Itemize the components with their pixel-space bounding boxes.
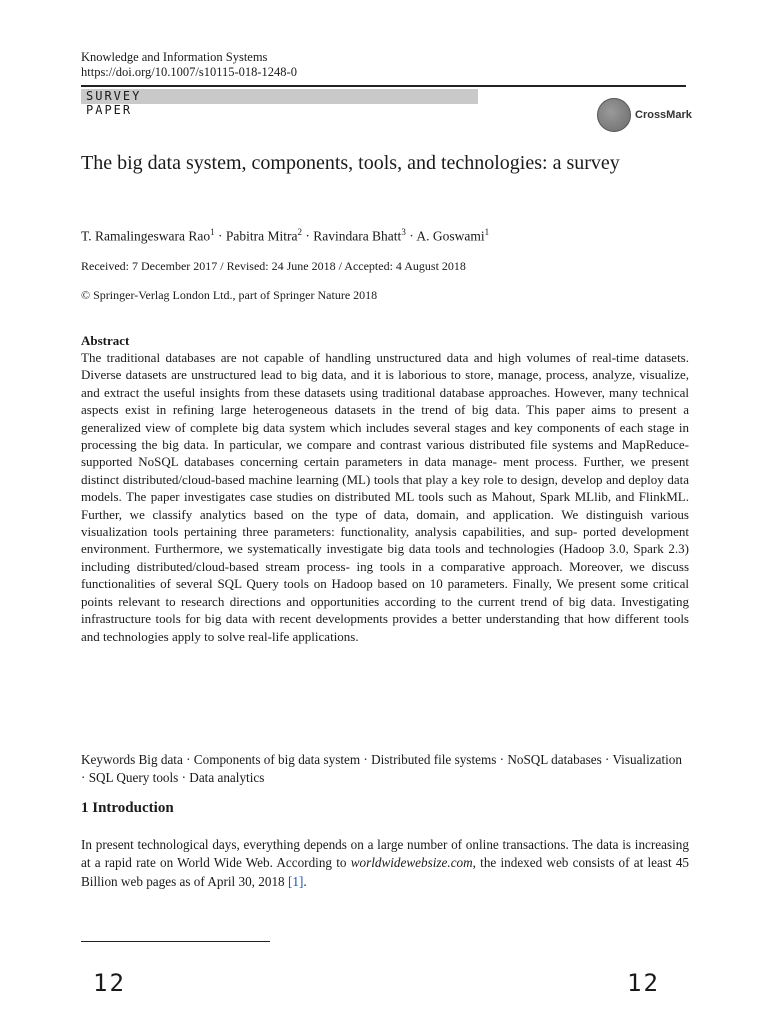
header-rule — [81, 85, 686, 87]
author-affiliation: 1 — [484, 227, 490, 237]
history-dates: Received: 7 December 2017 / Revised: 24 June 2018 / Accepted: 4 August 2018 — [81, 259, 466, 273]
author-name: A. Goswami — [416, 228, 485, 244]
author-name: Pabitra Mitra — [225, 228, 298, 244]
page-number-right: 12 — [627, 969, 660, 997]
intro-text: , the indexed web consists of at least 45 Billion web pages as of April 30, 2018 — [81, 855, 690, 889]
author-separator: · — [405, 228, 417, 244]
author-separator: · — [301, 228, 314, 244]
page-number-left: 12 — [93, 969, 126, 997]
crossmark-badge[interactable] — [597, 98, 692, 132]
website-reference: worldwidewebsize.com — [350, 855, 473, 871]
author-separator: · — [214, 228, 226, 244]
article-type-line2: PAPER — [86, 103, 133, 117]
author-affiliation: 2 — [297, 227, 302, 237]
citation-link[interactable]: [1] — [287, 873, 304, 889]
intro-text: . — [303, 873, 307, 889]
abstract-text: The traditional databases are not capable of handling unstructured data and high volumes of real-time datasets. Diverse datasets are unstructured lead to big data, and it is laborious to store, manage, process, analyze, visualize, and extract the useful insights from these datasets using traditional database approaches. However, many technical aspects exist in refining large heterogeneous datasets in the trend of big data. This paper aims to present a generalized view of complete big data system which includes several stages and key components of each stage in processing the big data. In particular, we compare and contrast various distributed file systems and MapReduce-supported NoSQL databases concerning certain parameters in data manage- ment process. Further, we present distinct distributed/cloud-based machine learning (ML) tools that play a key role to design, develop and deploy data models. The paper investigates case studies on distributed ML tools such as Mahout, Spark MLlib, and FlinkML. Further, we classify analytics based on the type of data, domain, and application. We distinguish various visualization tools pertaining three parameters: functionality, analysis capabilities, and sup- ported development environment. Furthermore, we systematically investigate big data tools and technologies (Hadoop 3.0, Spark 2.3) including distributed/cloud-based stream process- ing tools in a comparative approach. Moreover, we discuss functionalities of several SQL Query tools on Hadoop based on 10 parameters. Finally, We present some critical points relevant to research directions and opportunities according to the current trend of big data. Investigating infrastructure tools for big data with recent developments provides a better understanding that how different tools and technologies apply to solve real-life applications. — [81, 350, 689, 644]
journal-name: Knowledge and Information Systems — [81, 50, 268, 64]
abstract-heading: Abstract — [81, 333, 130, 348]
paper-title: The big data system, components, tools, and technologies: a survey — [81, 152, 620, 174]
crossmark-label: CrossMark — [635, 109, 692, 121]
keywords: Keywords Big data · Components of big data system · Distributed file systems · NoSQL databases · Visualization · SQL Query tools · Data analytics — [81, 752, 682, 785]
footnote-rule — [81, 941, 270, 942]
author-name: Ravindara Bhatt — [313, 228, 402, 244]
author-name: T. Ramalingeswara Rao — [81, 228, 211, 244]
author-affiliation: 1 — [210, 227, 215, 237]
doi-link[interactable]: https://doi.org/10.1007/s10115-018-1248-0 — [81, 65, 297, 79]
intro-paragraph — [81, 836, 689, 891]
crossmark-icon — [597, 98, 631, 132]
section-heading: 1 Introduction — [81, 800, 174, 816]
author-affiliation: 3 — [401, 227, 406, 237]
article-type-line1: SURVEY — [86, 89, 142, 103]
author-list — [81, 223, 701, 246]
intro-text: In present technological days, everything depends on a large number of online transactions. The data is increasing at a rapid rate on World Wide Web. According to — [81, 837, 689, 871]
copyright-line: © Springer-Verlag London Ltd., part of Springer Nature 2018 — [81, 288, 378, 302]
